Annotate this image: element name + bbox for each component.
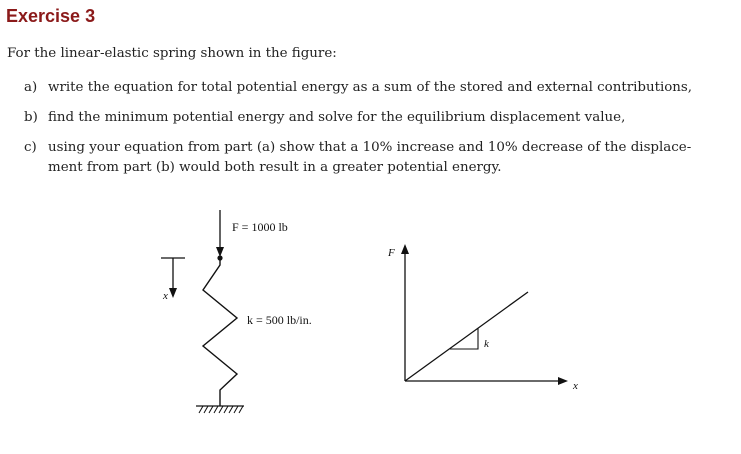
intro-text: For the linear-elastic spring shown in the figure: <box>7 46 337 61</box>
item-marker: b) <box>24 110 38 125</box>
spring <box>203 258 237 406</box>
displacement-label: x <box>163 290 168 302</box>
force-displacement-graph <box>387 244 578 392</box>
force-arrow <box>216 210 224 261</box>
stiffness-label: k = 500 lb/in. <box>247 313 312 327</box>
item-marker: a) <box>24 80 38 95</box>
slope-label: k <box>484 338 489 350</box>
graph-x-label: x <box>573 380 578 392</box>
displacement-indicator <box>161 258 185 302</box>
exercise-title: Exercise 3 <box>6 6 96 26</box>
ground-support <box>196 406 244 413</box>
force-label: F = 1000 lb <box>232 220 288 234</box>
item-text-line-2: ment from part (b) would both result in a greater potential energy. <box>48 160 502 175</box>
item-marker: c) <box>24 140 37 155</box>
item-text: find the minimum potential energy and solve for the equilibrium displacement value, <box>48 110 626 125</box>
item-text-line-1: using your equation from part (a) show that a 10% increase and 10% decrease of the displace- <box>48 140 692 155</box>
item-text: write the equation for total potential energy as a sum of the stored and external contributions, <box>48 80 693 95</box>
graph-y-label: F <box>388 247 395 259</box>
